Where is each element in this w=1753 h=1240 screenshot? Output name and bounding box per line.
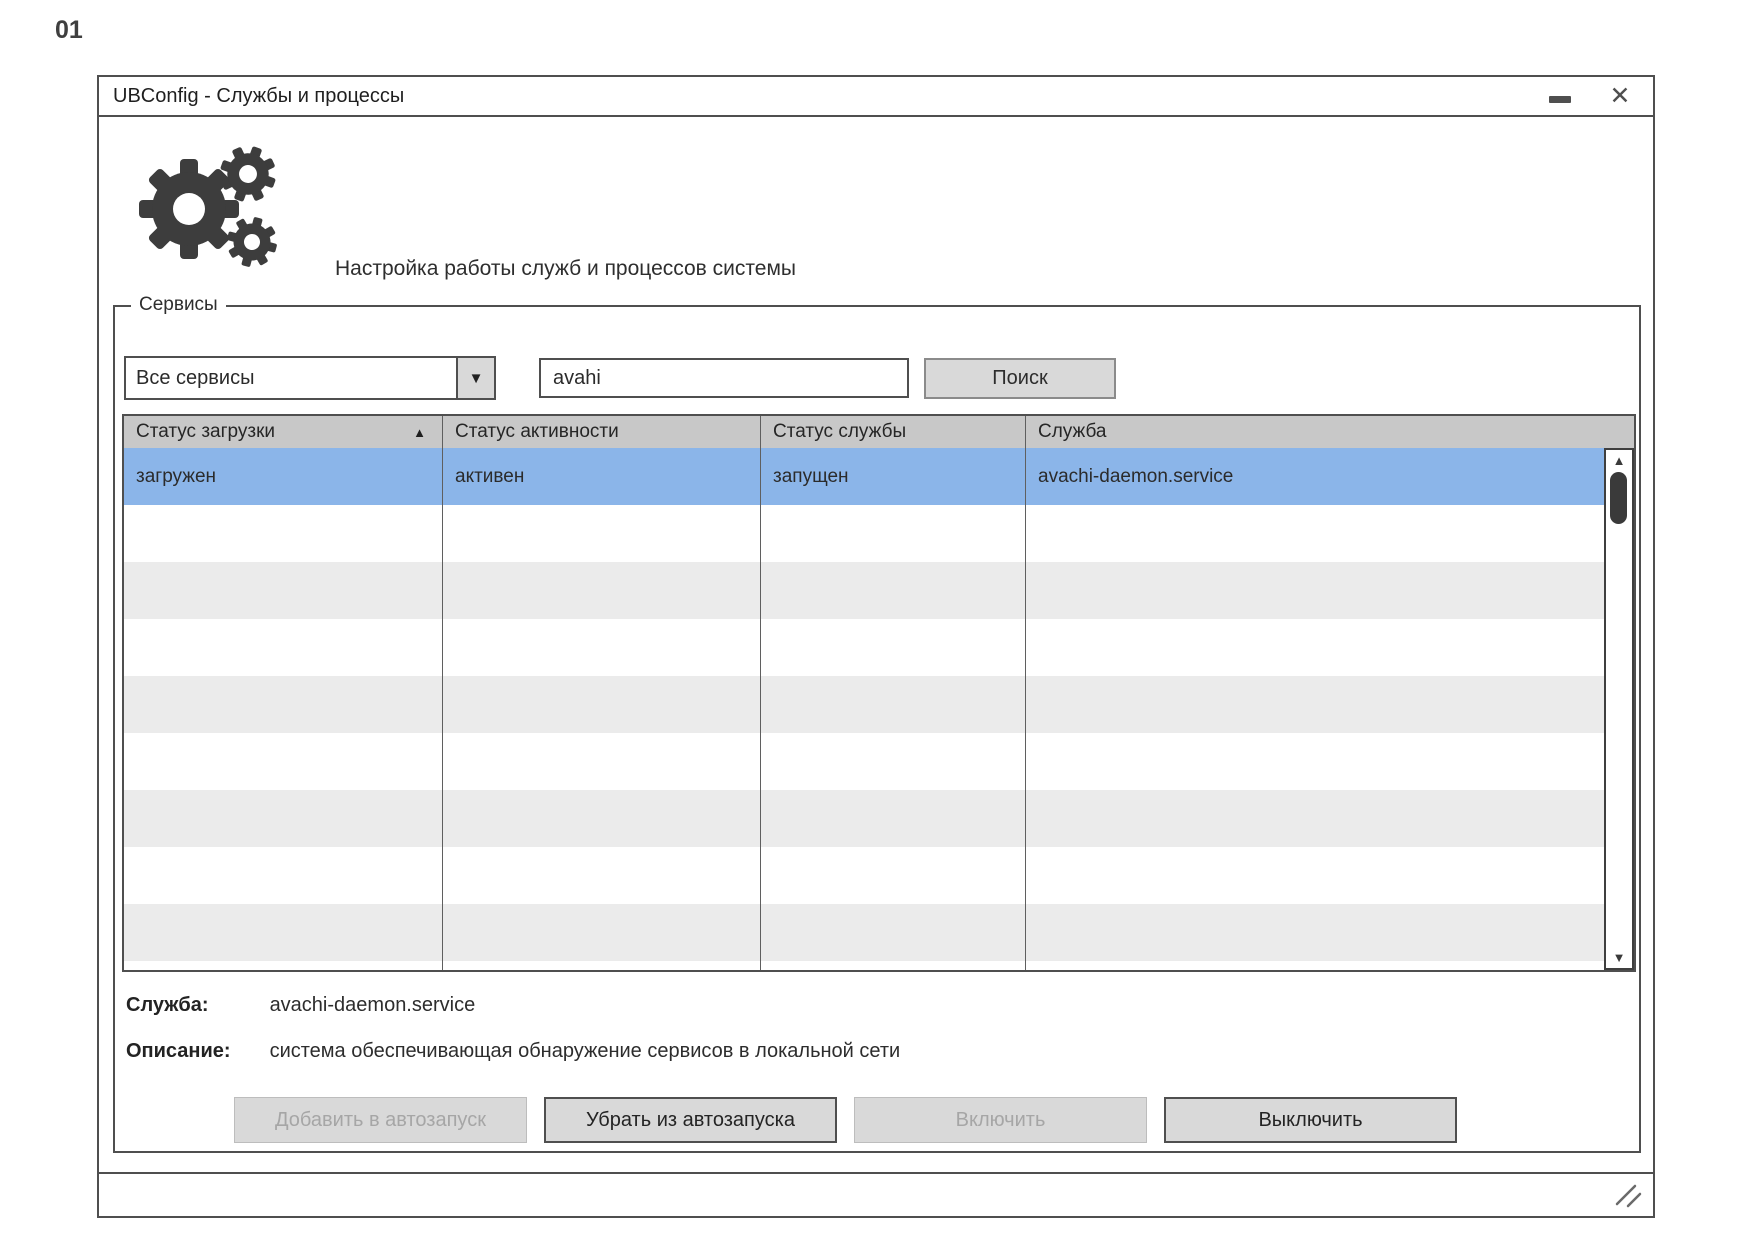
table-empty-row xyxy=(124,619,1634,676)
column-header-service-status[interactable]: Статус службы xyxy=(761,416,1026,448)
service-detail-line xyxy=(126,994,475,1017)
gears-icon xyxy=(132,145,292,273)
status-bar xyxy=(99,1172,1653,1216)
app-window xyxy=(97,75,1655,1218)
column-header-active-status[interactable]: Статус активности xyxy=(443,416,761,448)
minimize-icon xyxy=(1549,96,1571,103)
table-empty-row xyxy=(124,505,1634,562)
sort-asc-icon: ▲ xyxy=(413,424,426,440)
service-value: avachi-daemon.service xyxy=(269,994,476,1016)
scrollbar-thumb[interactable] xyxy=(1610,472,1627,524)
app-description: Настройка работы служб и процессов системы xyxy=(335,257,796,280)
page-label: 01 xyxy=(55,16,83,44)
description-label: Описание: xyxy=(126,1040,231,1062)
service-filter-select[interactable] xyxy=(124,356,496,400)
resize-grip-icon[interactable] xyxy=(1613,1182,1643,1208)
service-label: Служба: xyxy=(126,994,209,1016)
scroll-down-icon[interactable]: ▼ xyxy=(1612,950,1626,965)
cell-service-name: avachi-daemon.service xyxy=(1038,465,1234,487)
table-empty-row xyxy=(124,676,1634,733)
window-controls xyxy=(1547,83,1639,109)
services-table xyxy=(122,414,1636,972)
dropdown-arrow-button[interactable] xyxy=(456,358,494,398)
chevron-down-icon: ▼ xyxy=(468,369,484,387)
table-row-selected[interactable] xyxy=(124,448,1634,505)
window-title: UBConfig - Службы и процессы xyxy=(113,84,405,107)
table-empty-row xyxy=(124,790,1634,847)
column-header-load-status[interactable]: Статус загрузки ▲ xyxy=(124,416,443,448)
cell-active-status: активен xyxy=(443,448,761,505)
description-detail-line xyxy=(126,1040,900,1063)
column-header-service[interactable]: Служба xyxy=(1038,421,1107,442)
description-value: система обеспечивающая обнаружение сервисов в локальной сети xyxy=(269,1040,901,1062)
window-titlebar[interactable] xyxy=(99,77,1653,117)
table-empty-row xyxy=(124,961,1634,972)
add-autostart-button: Добавить в автозапуск xyxy=(234,1097,527,1143)
minimize-button[interactable] xyxy=(1547,83,1573,109)
service-filter-value: Все сервисы xyxy=(136,366,255,389)
table-header-row xyxy=(124,416,1634,448)
services-groupbox xyxy=(113,294,1641,1153)
services-legend: Сервисы xyxy=(131,294,226,316)
cell-load-status: загружен xyxy=(124,448,443,505)
search-input[interactable] xyxy=(539,358,909,398)
table-empty-row xyxy=(124,847,1634,904)
table-empty-row xyxy=(124,733,1634,790)
scroll-up-icon[interactable]: ▲ xyxy=(1612,453,1626,468)
table-empty-row xyxy=(124,904,1634,961)
cell-service-status: запущен xyxy=(761,448,1026,505)
remove-autostart-button[interactable]: Убрать из автозапуска xyxy=(544,1097,837,1143)
enable-button: Включить xyxy=(854,1097,1147,1143)
close-icon: ✕ xyxy=(1609,81,1631,110)
table-empty-row xyxy=(124,562,1634,619)
search-button[interactable]: Поиск xyxy=(924,358,1116,399)
disable-button[interactable]: Выключить xyxy=(1164,1097,1457,1143)
vertical-scrollbar[interactable] xyxy=(1604,448,1634,970)
close-button[interactable] xyxy=(1607,83,1633,109)
